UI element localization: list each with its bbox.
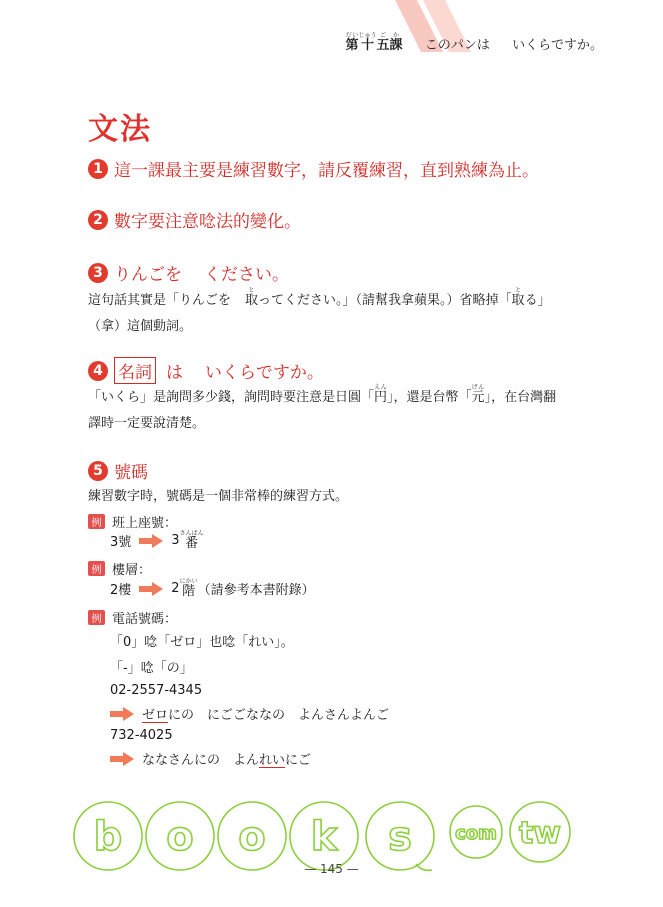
grammar-point-text-b: ください。 [204, 265, 289, 285]
watermark-letter: o [166, 814, 194, 860]
phone-reading-2: ななさんにの よん れい にご [110, 749, 311, 768]
paragraph-4-line-1: 「いくら」是詢問多少錢，詢問時要注意是日圓「円えん」，還是台幣「元げん」，在台灣翻 [88, 384, 557, 405]
rule-dash: 「-」唸「の」 [110, 661, 193, 676]
arrow-right-icon [139, 534, 163, 548]
example-3-label-row [88, 608, 177, 627]
grammar-point-5 [88, 458, 148, 483]
grammar-point-2 [88, 207, 301, 232]
example-label: 電話號碼： [112, 612, 178, 627]
example-label: 班上座號： [112, 516, 178, 531]
grammar-point-text-b: いくらですか。 [205, 363, 324, 383]
rule-zero: 「0」唸「ゼロ」也唸「れい」。 [110, 635, 294, 650]
paragraph-3-line-1: 這句話其實是「りんごを 取とってください。」（請幫我拿蘋果。）省略掉「取とる」 [88, 287, 551, 308]
grammar-point-text: 數字要注意唸法的變化。 [114, 212, 301, 232]
section-title: 文法 [88, 112, 152, 147]
boxed-term: 名詞 [114, 357, 156, 384]
watermark-letter: com [455, 823, 497, 844]
example-label: 樓層： [112, 563, 152, 578]
grammar-point-text: 號碼 [114, 463, 148, 483]
page-number: — 145 — [304, 862, 359, 876]
number-badge: 1 [88, 159, 108, 179]
example-icon: 例 [88, 610, 105, 625]
arrow-right-icon [110, 707, 134, 721]
phone-reading-1: ゼロ にの にごごななの よんさんよんご [110, 704, 389, 723]
example-icon: 例 [88, 561, 105, 576]
number-badge: 5 [88, 461, 108, 481]
lesson-header [345, 32, 603, 53]
lesson-title-a: このパンは [424, 38, 490, 53]
example-2-row: 2樓 2 階にかい （請參考本書附錄） [110, 578, 315, 599]
watermark-letter: tw [518, 816, 562, 851]
watermark-letter: o [238, 814, 266, 860]
grammar-point-text-a: りんごを [114, 265, 182, 285]
grammar-point-text: 這一課最主要是練習數字，請反覆練習，直到熟練為止。 [114, 161, 539, 181]
grammar-point-4 [88, 357, 324, 384]
example-icon: 例 [88, 514, 105, 529]
grammar-point-text-a: は [166, 363, 183, 383]
arrow-right-icon [139, 582, 163, 596]
paragraph-4 [88, 384, 588, 437]
example-2-label-row [88, 559, 151, 578]
arrow-right-icon [110, 752, 134, 766]
paragraph-3 [88, 287, 588, 340]
number-badge: 2 [88, 210, 108, 230]
paragraph-4-line-2: 譯時一定要說清楚。 [88, 416, 206, 431]
grammar-point-3 [88, 260, 289, 285]
lesson-title-b: いくらですか。 [512, 38, 603, 53]
phone-number-1: 02-2557-4345 [110, 683, 203, 698]
lesson-number: 第だい十じゅう五ご課か [345, 32, 403, 53]
example-1-row: 3號 3 番さんばん [110, 530, 204, 551]
grammar-point-1 [88, 156, 539, 181]
example-1-label-row [88, 512, 177, 531]
watermark-letter: k [310, 814, 338, 860]
paragraph-3-line-2: （拿）這個動詞。 [88, 319, 193, 334]
watermark-letter: s [388, 814, 412, 860]
number-badge: 4 [88, 361, 108, 381]
phone-number-2: 732-4025 [110, 728, 173, 743]
watermark-letter: b [93, 814, 123, 860]
number-badge: 3 [88, 263, 108, 283]
paragraph-5: 練習數字時，號碼是一個非常棒的練習方式。 [88, 489, 349, 504]
